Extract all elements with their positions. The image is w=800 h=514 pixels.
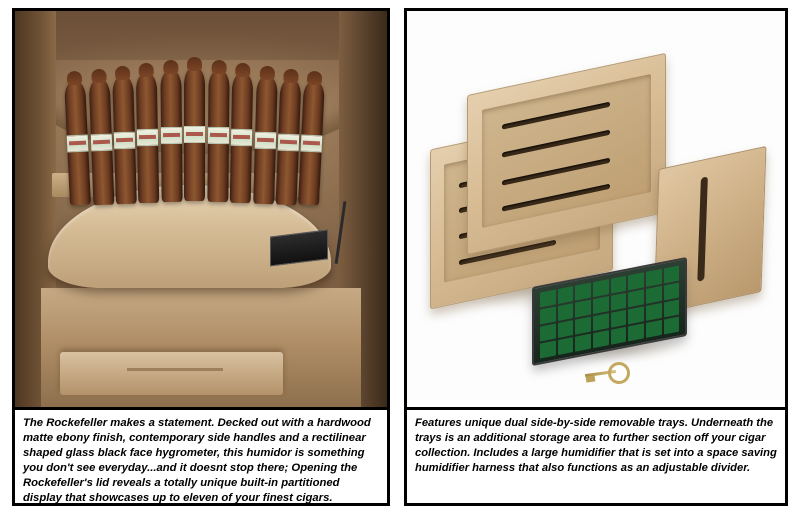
insert-cell — [593, 296, 609, 314]
tray-slot — [503, 102, 611, 130]
tray-seam-line — [127, 368, 224, 371]
insert-cell — [540, 289, 556, 307]
insert-cell — [646, 303, 662, 321]
right-caption: Features unique dual side-by-side removable trays. Underneath the trays is an additional storage area to further section off your cigar collection. Includes a large humidifier that is set into a space saving humidifier harness that also functions as an adjustable divider. — [407, 407, 785, 503]
divider-block-slot — [698, 176, 709, 281]
cigar — [112, 74, 137, 203]
cigar-band — [184, 126, 205, 143]
insert-cell — [557, 320, 573, 338]
insert-cell — [593, 279, 609, 297]
cigar-band — [67, 135, 89, 153]
cigar-band — [208, 127, 229, 144]
cigar-tip — [139, 63, 154, 77]
insert-cell — [663, 265, 679, 283]
cigar-tip — [211, 60, 226, 74]
cigar — [230, 72, 254, 203]
cigar-band — [90, 133, 112, 151]
insert-cell — [628, 289, 644, 307]
cigar-tip — [283, 68, 299, 83]
cigar — [64, 80, 91, 206]
key-bow — [607, 361, 632, 386]
cigar — [253, 74, 278, 203]
cigar — [136, 72, 160, 203]
insert-cell — [628, 323, 644, 341]
insert-cell — [575, 334, 591, 352]
insert-cell — [663, 299, 679, 317]
cigar-tip — [67, 71, 83, 86]
cigar-tip — [235, 63, 250, 77]
cigar-band — [137, 129, 158, 146]
insert-cell — [540, 323, 556, 341]
insert-cell — [557, 337, 573, 355]
left-panel — [12, 8, 390, 506]
tray-slot — [503, 184, 611, 212]
cigar-tip — [187, 57, 202, 71]
removable-tray-upper — [467, 53, 666, 256]
insert-cell — [540, 306, 556, 324]
cigar — [160, 69, 182, 202]
cigar — [207, 69, 229, 202]
cigar — [184, 66, 205, 201]
trays-scene — [407, 11, 785, 407]
insert-cell — [610, 293, 626, 311]
insert-cell — [646, 269, 662, 287]
cigar — [276, 77, 302, 204]
tray-slot — [503, 158, 611, 186]
cigar-band — [114, 131, 135, 149]
insert-cell — [663, 282, 679, 300]
cigar-band — [278, 133, 300, 151]
cigar-tip — [91, 68, 107, 83]
lower-tray-front — [60, 352, 283, 396]
cigar-band — [301, 135, 323, 153]
cigar — [298, 80, 325, 206]
tray-slot — [503, 130, 611, 158]
insert-cell — [593, 313, 609, 331]
humidor-interior-photo — [15, 11, 387, 407]
cigar — [88, 77, 114, 204]
insert-cell — [610, 310, 626, 328]
cigar-band — [161, 127, 182, 144]
insert-cell — [663, 317, 679, 335]
insert-cell — [610, 276, 626, 294]
cigar-tip — [307, 71, 323, 86]
cigar-band — [254, 131, 275, 149]
insert-cell — [646, 320, 662, 338]
right-panel — [404, 8, 788, 506]
insert-cell — [610, 327, 626, 345]
tray-upper-inner — [482, 75, 651, 228]
trays-accessories-photo — [407, 11, 785, 407]
insert-cell — [646, 286, 662, 304]
insert-cell — [557, 303, 573, 321]
key-bit — [585, 375, 595, 382]
insert-cell — [575, 282, 591, 300]
insert-cell — [575, 300, 591, 318]
insert-cell — [557, 286, 573, 304]
insert-cell — [540, 341, 556, 359]
insert-cell — [575, 317, 591, 335]
brass-key — [585, 359, 630, 387]
cigar-band — [231, 129, 252, 146]
cigar-tip — [115, 66, 130, 80]
insert-cell — [628, 272, 644, 290]
left-caption: The Rockefeller makes a statement. Decked out with a hardwood matte ebony finish, contemporary side handles and a rectilinear shaped glass black face hygrometer, this humidor is something you don't see everyday...and it doesnt stop there; Opening the Rockefeller's lid reveals a totally unique built-in partitioned display that showcases up to eleven of your finest cigars. — [15, 407, 387, 503]
insert-cell — [593, 330, 609, 348]
cigar-tip — [163, 60, 178, 74]
insert-cell — [628, 306, 644, 324]
cigar-tip — [259, 66, 274, 80]
humidor-scene — [15, 11, 387, 407]
